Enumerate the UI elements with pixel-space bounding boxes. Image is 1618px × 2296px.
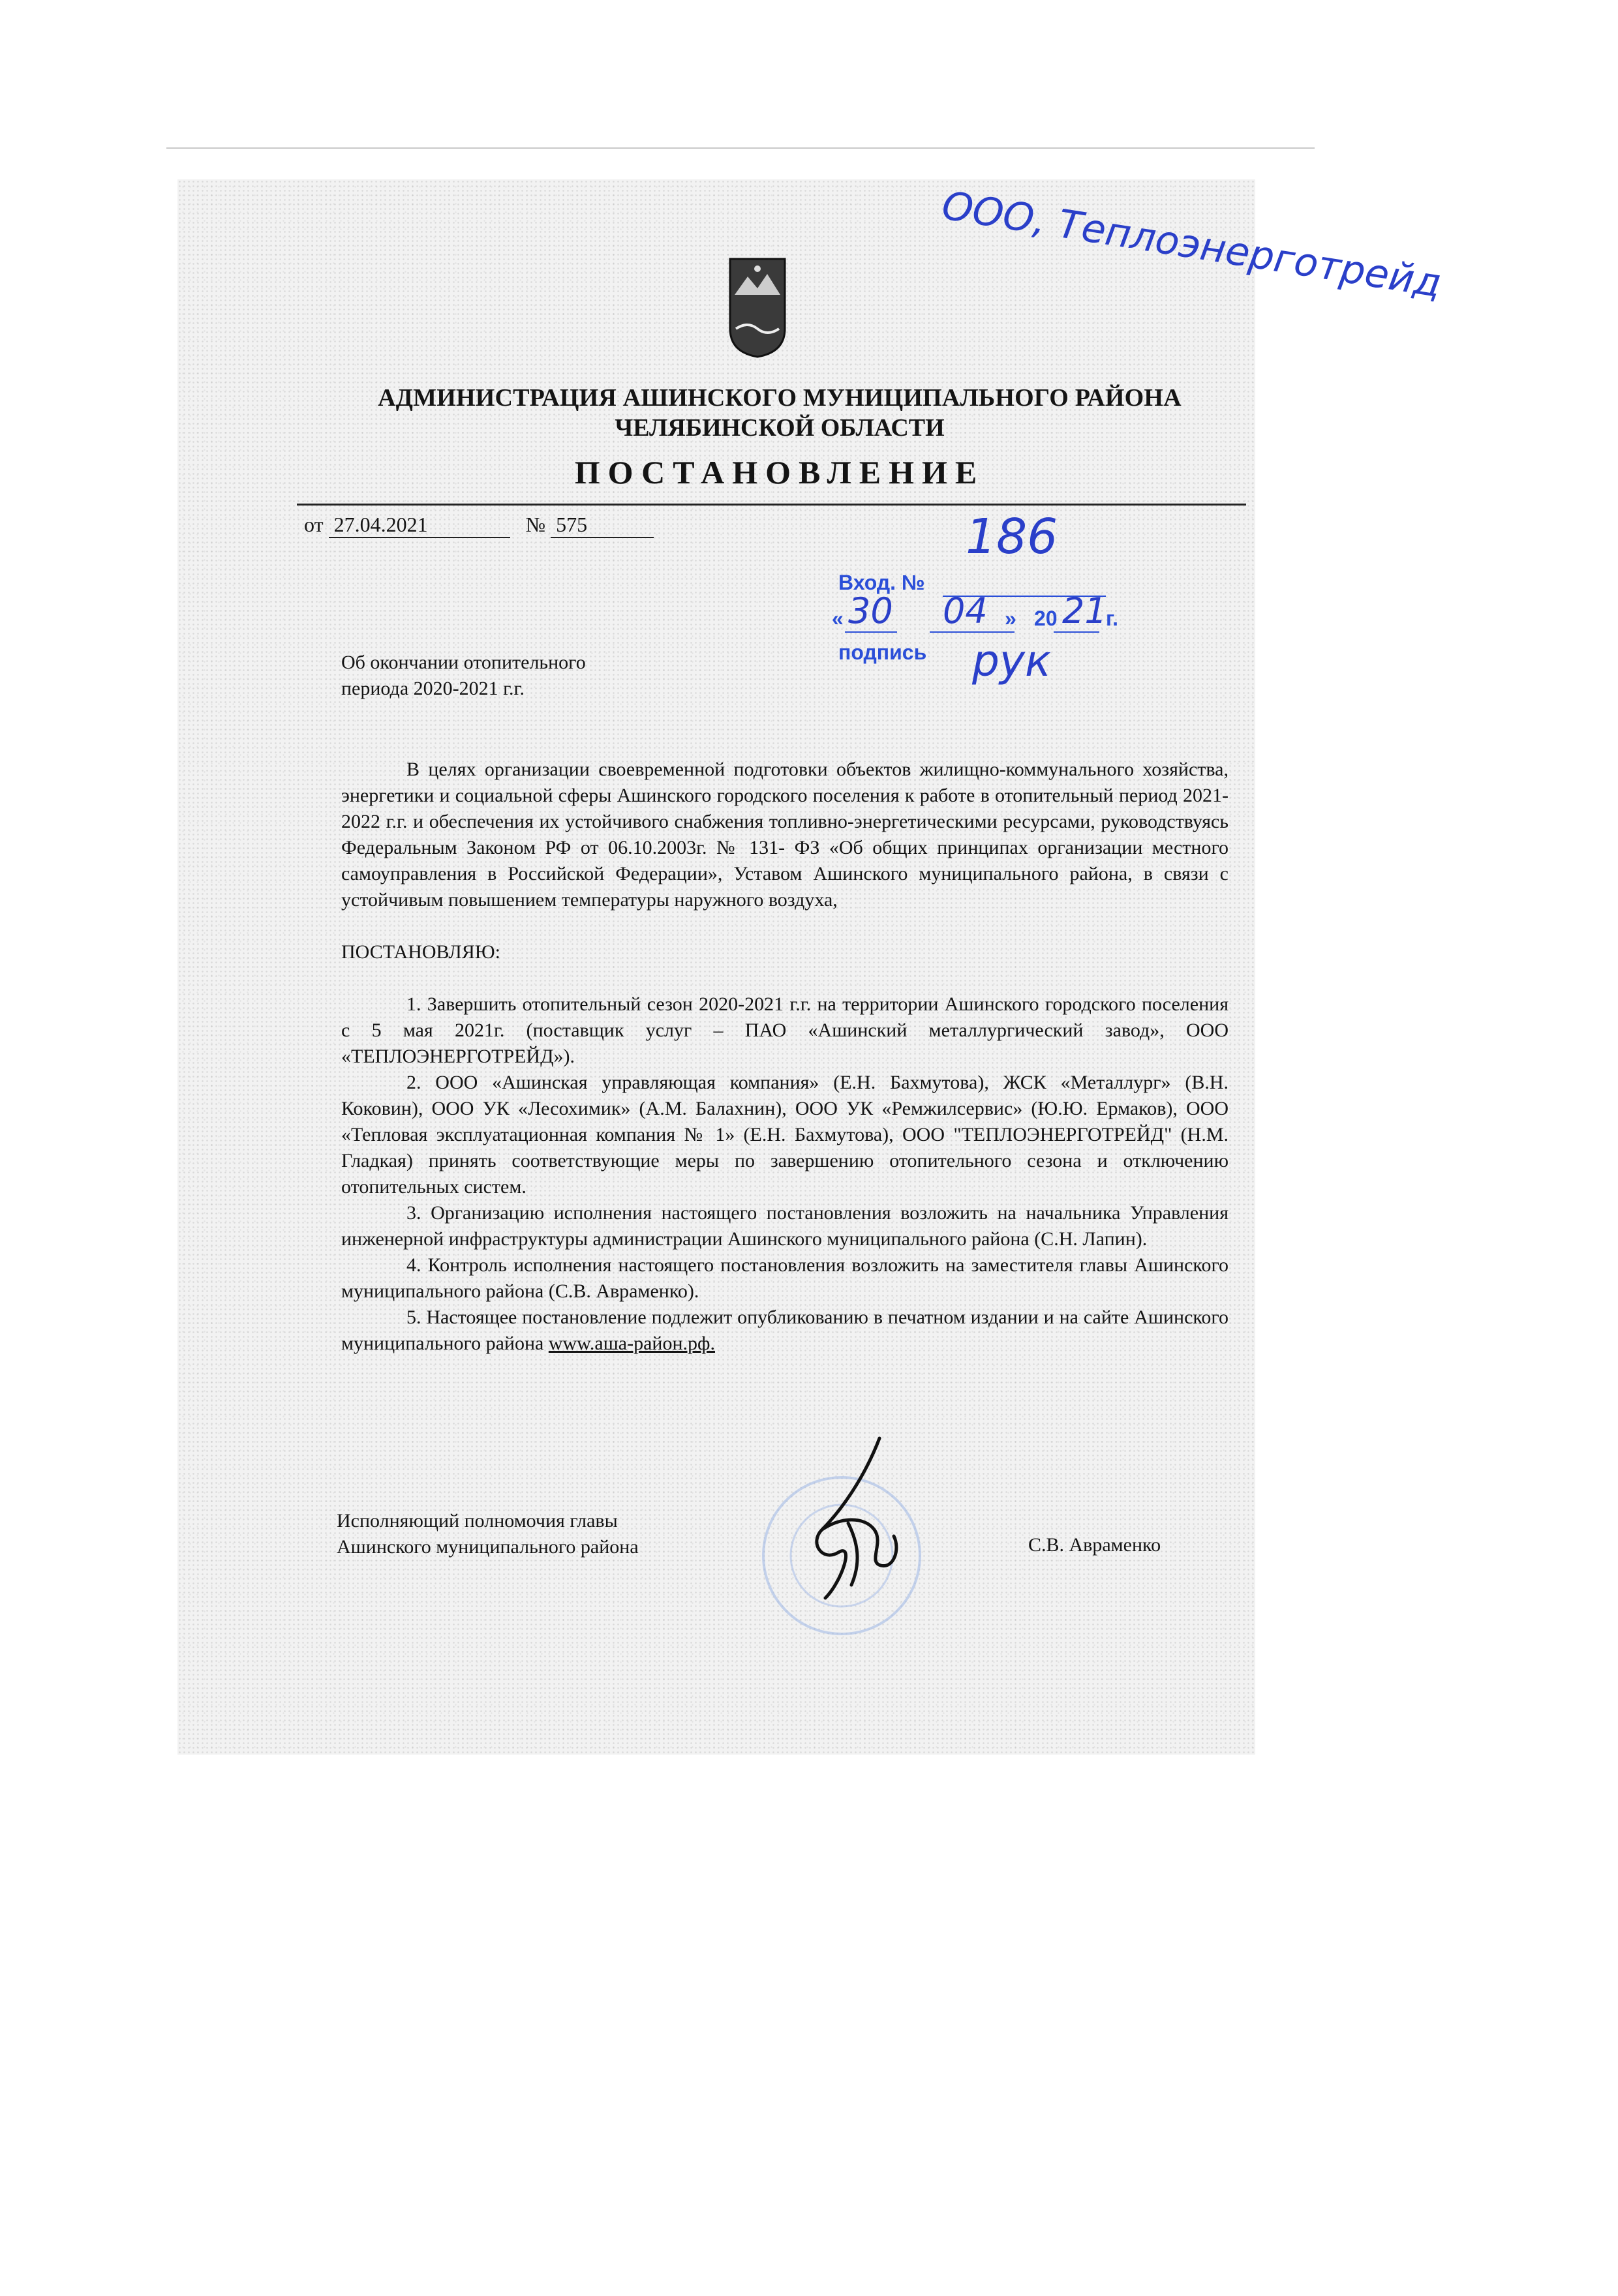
resolution-item-5-text: 5. Настоящее постановление подлежит опубликованию в печатном издании и на сайте Ашинского муниципального района <box>341 1307 1229 1354</box>
handwritten-addressee: ООО, Теплоэнерготрейд <box>939 183 1444 307</box>
stamp-label-in: Вход. № <box>838 571 925 594</box>
preamble-paragraph: В целях организации своевременной подготовки объектов жилищно-коммунального хозяйства, энергетики и социальной сферы Ашинского городского поселения к работе в отопительный период 2021-2022 г.г. и обеспечения их устойчивого снабжения топливно-энергетическими ресурсами, руководствуясь Федеральным Законом РФ от 06.10.2003г. № 131- ФЗ «Об общих принципах организации местного самоуправления в Российской Федерации», Уставом Ашинского муниципального района, в связи с устойчивым повышением температуры наружного воздуха, <box>341 759 1229 911</box>
date-prefix: от <box>304 513 324 536</box>
document-date: 27.04.2021 <box>329 513 510 538</box>
document-number: 575 <box>551 513 654 538</box>
document-subject <box>341 650 586 702</box>
signatory-role-line-1: Исполняющий полномочия главы <box>337 1510 618 1532</box>
resolution-items <box>341 991 1229 1357</box>
subject-line-1: Об окончании отопительного <box>341 652 586 673</box>
stamp-year-prefix: 20 <box>1034 607 1058 630</box>
handwritten-incoming-year: 21 <box>1062 590 1107 631</box>
page-top-line <box>166 147 1315 149</box>
signatory-name: С.В. Авраменко <box>1028 1534 1161 1556</box>
stamp-label-signature: подпись <box>838 641 927 664</box>
number-prefix: № <box>525 513 546 536</box>
coat-of-arms-icon <box>728 257 787 359</box>
document-body <box>341 757 1229 1357</box>
resolution-item-5 <box>341 1305 1229 1357</box>
website-link[interactable]: www.аша-район.рф. <box>548 1333 715 1354</box>
organization-name: АДМИНИСТРАЦИЯ АШИНСКОГО МУНИЦИПАЛЬНОГО РАЙОНА <box>378 384 1182 412</box>
document-type: ПОСТАНОВЛЕНИЕ <box>574 454 985 491</box>
resolution-item-2: 2. ООО «Ашинская управляющая компания» (Е.Н. Бахмутова), ЖСК «Металлург» (В.Н. Коковин), ООО УК «Лесохимик» (А.М. Балахнин), ООО УК «Ремжилсервис» (Ю.Ю. Ермаков), ООО «Тепловая эксплуатационная компания № 1» (Е.Н. Бахмутова), ООО "ТЕПЛОЭНЕРГОТРЕЙД" (Н.М. Гладкая) принять соответствующие меры по завершению отопительного сезона и отключению отопительных систем. <box>341 1072 1229 1198</box>
signatory-role-line-2: Ашинского муниципального района <box>337 1536 639 1558</box>
resolution-item-1: 1. Завершить отопительный сезон 2020-2021 г.г. на территории Ашинского городского поселения с 5 мая 2021г. (поставщик услуг – ПАО «Ашинский металлургический завод», ООО «ТЕПЛОЭНЕРГОТРЕЙД»). <box>341 993 1229 1067</box>
subject-line-2: периода 2020-2021 г.г. <box>341 678 525 699</box>
resolution-item-3: 3. Организацию исполнения настоящего постановления возложить на начальника Управления инженерной инфраструктуры администрации Ашинского муниципального района (С.Н. Лапин). <box>341 1202 1229 1250</box>
stamp-quote-open: « <box>832 607 844 630</box>
handwritten-incoming-day: 30 <box>848 590 893 631</box>
signatory-role <box>337 1508 639 1560</box>
stamp-year-suffix: г. <box>1106 607 1119 630</box>
stamp-quote-close: » <box>1005 607 1016 630</box>
handwritten-incoming-month: 04 <box>943 590 988 631</box>
date-number-row <box>304 513 654 538</box>
handwritten-incoming-number: 186 <box>966 509 1058 565</box>
handwritten-stamp-signature: рук <box>972 636 1051 686</box>
organization-region: ЧЕЛЯБИНСКОЙ ОБЛАСТИ <box>615 414 945 442</box>
handwritten-signature-icon <box>802 1432 913 1605</box>
resolution-item-4: 4. Контроль исполнения настоящего постановления возложить на заместителя главы Ашинского муниципального района (С.В. Авраменко). <box>341 1254 1229 1302</box>
resolve-heading: ПОСТАНОВЛЯЮ: <box>341 941 500 963</box>
header-rule <box>297 504 1246 506</box>
